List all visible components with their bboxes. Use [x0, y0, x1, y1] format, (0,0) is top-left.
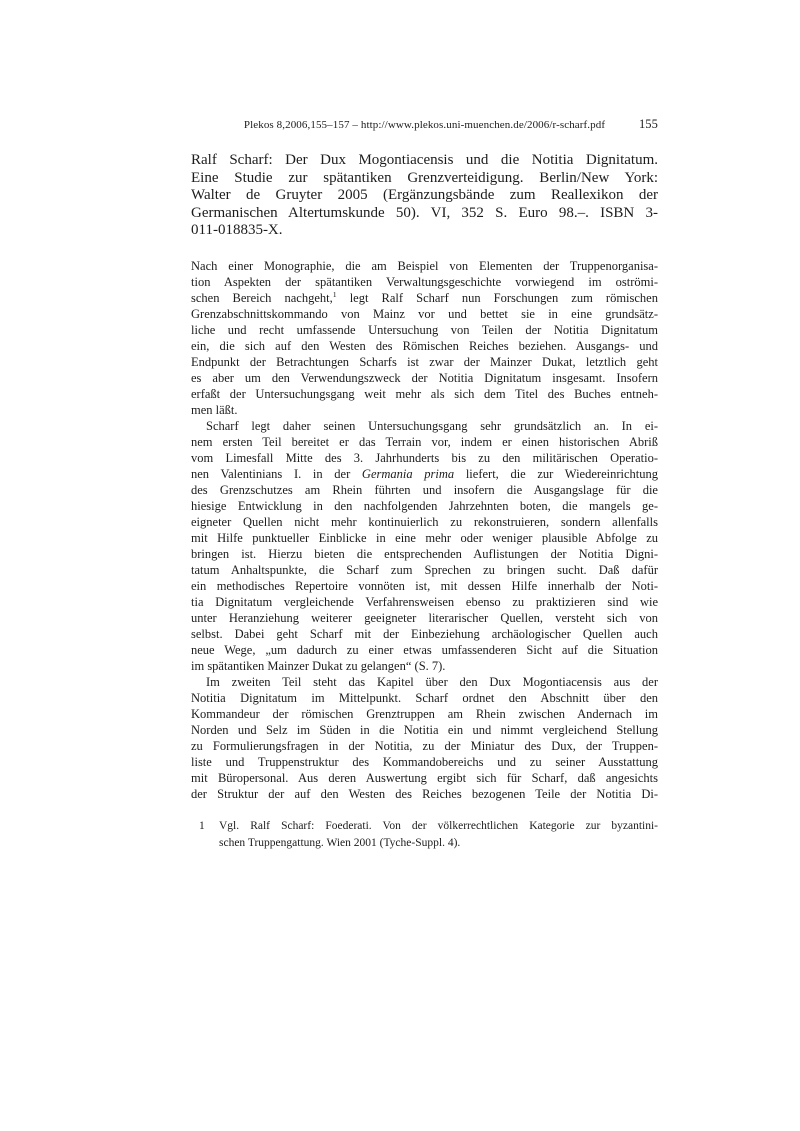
text-line [191, 322, 658, 338]
text-line [191, 402, 658, 418]
text-line [191, 274, 658, 290]
text-run: Notitia Dignitatum im Mittelpunkt. Scharf ordnet den Abschnitt über den [191, 690, 658, 705]
running-header [191, 119, 658, 132]
text-line [191, 338, 658, 354]
text-line [191, 450, 658, 466]
text-run: hiesige Entwicklung in den nachfolgenden Jahrzehnten boten, die mangels ge- [191, 498, 658, 513]
text-run: es aber um den Verwendungszweck der Notitia Dignitatum insgesamt. Insofern [191, 370, 658, 385]
content-column [191, 152, 658, 852]
text-line [191, 562, 658, 578]
text-run: selbst. Dabei geht Scharf mit der Einbeziehung archäologischer Quellen auch [191, 626, 658, 641]
text-line [191, 386, 658, 402]
text-run: zu Formulierungsfragen in der Notitia, zu der Miniatur des Dux, der Truppen- [191, 738, 658, 753]
paragraph-1 [191, 258, 658, 418]
text-line [191, 258, 658, 274]
review-title [191, 152, 658, 240]
text-run: schen Truppengattung. Wien 2001 (Tyche-Suppl. 4). [219, 836, 461, 849]
text-line [191, 770, 658, 786]
text-line [191, 594, 658, 610]
text-run: liche und recht umfassende Untersuchung von Teilen der Notitia Dignitatum [191, 322, 658, 337]
footnote-reference-superscript: 1 [332, 289, 337, 299]
text-run: mit Büropersonal. Aus deren Auswertung ergibt sich für Scharf, daß angesichts [191, 770, 658, 785]
text-line [219, 818, 658, 835]
text-run: Grenzabschnittskommando von Mainz vor und bettet sie in eine grundsätz- [191, 306, 658, 321]
text-line [191, 530, 658, 546]
text-run: liste und Truppenstruktur des Kommandobereichs und zu seiner Ausstattung [191, 754, 658, 769]
text-line [191, 354, 658, 370]
text-line [191, 578, 658, 594]
text-run: Eine Studie zur spätantiken Grenzverteidigung. Berlin/New York: [191, 169, 658, 186]
text-run: men läßt. [191, 402, 238, 417]
text-line [191, 170, 658, 188]
text-run: vom Limesfall Mitte des 3. Jahrhunderts bis zu den militärischen Operatio- [191, 450, 658, 465]
text-run: Germanischen Altertumskunde 50). VI, 352 S. Euro 98.–. ISBN 3- [191, 204, 658, 221]
text-run: ein methodisches Repertoire vonnöten ist, mit dessen Hilfe innerhalb der Noti- [191, 578, 658, 593]
text-line [191, 642, 658, 658]
text-line [191, 674, 658, 690]
text-run: bringen ist. Hierzu bieten die entsprechenden Auflistungen der Notitia Digni- [191, 546, 658, 561]
text-run: Vgl. Ralf Scharf: Foederati. Von der völkerrechtlichen Kategorie zur byzantini- [219, 819, 658, 832]
text-run: erfaßt der Untersuchungsgang weit mehr als sich dem Titel des Buches entneh- [191, 386, 658, 401]
text-line [191, 658, 658, 674]
text-run: Kommandeur der römischen Grenztruppen am Rhein zwischen Andernach im [191, 706, 658, 721]
text-run: tatum Anhaltspunkte, die Scharf zum Sprechen zu bringen sucht. Daß dafür [191, 562, 658, 577]
text-line [191, 418, 658, 434]
text-run: mit Hilfe punktueller Einblicke in eine mehr oder weniger plausible Abfolge zu [191, 530, 658, 545]
text-line [191, 290, 658, 306]
text-line [191, 434, 658, 450]
text-run: Norden und Selz im Süden in die Notitia ein und nimmt vergleichend Stellung [191, 722, 658, 737]
footnote [191, 818, 658, 852]
text-run: Scharf legt daher seinen Untersuchungsgang sehr grundsätzlich an. In ei- [206, 418, 658, 433]
text-run: tia Dignitatum vergleichende Verfahrensweisen ebenso zu praktizieren sind wie [191, 594, 658, 609]
text-run: schen Bereich nachgeht, [191, 290, 333, 305]
text-run: Im zweiten Teil steht das Kapitel über den Dux Mogontiacensis aus der [206, 674, 658, 689]
text-line [191, 706, 658, 722]
text-line [191, 690, 658, 706]
paragraph-2 [191, 418, 658, 674]
text-run: Walter de Gruyter 2005 (Ergänzungsbände zum Reallexikon der [191, 187, 658, 204]
text-run: Ralf Scharf: Der Dux Mogontiacensis und die Notitia Dignitatum. [191, 152, 658, 168]
text-run: liefert, die zur Wiedereinrichtung [454, 466, 658, 481]
text-run: im spätantiken Mainzer Dukat zu gelangen“ (S. 7). [191, 658, 446, 673]
journal-header-text: Plekos 8,2006,155–157 – http://www.plekos.uni-muenchen.de/2006/r-scharf.pdf [243, 119, 606, 131]
text-line [191, 205, 658, 223]
text-line [191, 722, 658, 738]
text-run: ein, die sich auf den Westen des Römischen Reiches beziehen. Ausgangs- und [191, 338, 658, 353]
text-line [191, 546, 658, 562]
text-run: nen Valentinians I. in der [191, 466, 362, 481]
text-line [191, 514, 658, 530]
text-line [191, 187, 658, 205]
text-run: eigneter Quellen nicht mehr kontinuierlich zu rekonstruieren, sondern allenfalls [191, 514, 658, 529]
text-line [191, 152, 658, 170]
text-line [191, 370, 658, 386]
text-line [191, 754, 658, 770]
footnote-marker: 1 [199, 819, 205, 832]
paragraph-3 [191, 674, 658, 802]
text-line [219, 835, 658, 852]
text-run: unter Heranziehung weiterer geeigneter literarischer Quellen, versteht sich von [191, 610, 658, 625]
text-run: des Grenzschutzes am Rhein führten und insofern die Ausgangslage für die [191, 482, 658, 497]
page-number: 155 [638, 117, 658, 131]
text-line [191, 306, 658, 322]
text-line [191, 610, 658, 626]
text-line [191, 466, 658, 482]
text-line [191, 498, 658, 514]
text-run: Endpunkt der Betrachtungen Scharfs ist zwar der Mainzer Dukat, letztlich geht [191, 354, 658, 369]
text-run: neue Wege, „um dadurch zu einer etwas umfassenderen Sicht auf die Situation [191, 642, 658, 657]
text-run: nem ersten Teil bereitet er das Terrain vor, indem er einen historischen Abriß [191, 434, 658, 449]
text-run: legt Ralf Scharf nun Forschungen zum römischen [336, 290, 658, 305]
italic-book-term: Germania prima [361, 466, 455, 481]
text-run: 011-018835-X. [191, 222, 283, 239]
text-line [191, 482, 658, 498]
text-line [191, 738, 658, 754]
text-line [191, 222, 658, 240]
text-run: der Struktur der auf den Westen des Reiches bezogenen Teile der Notitia Di- [191, 786, 658, 801]
text-run: tion Aspekten der spätantiken Verwaltungsgeschichte vorwiegend im oströmi- [191, 274, 658, 289]
text-run: Nach einer Monographie, die am Beispiel von Elementen der Truppenorganisa- [191, 258, 658, 273]
review-body [191, 258, 658, 802]
footnote-text [219, 818, 658, 852]
text-line [191, 786, 658, 802]
text-line [191, 626, 658, 642]
